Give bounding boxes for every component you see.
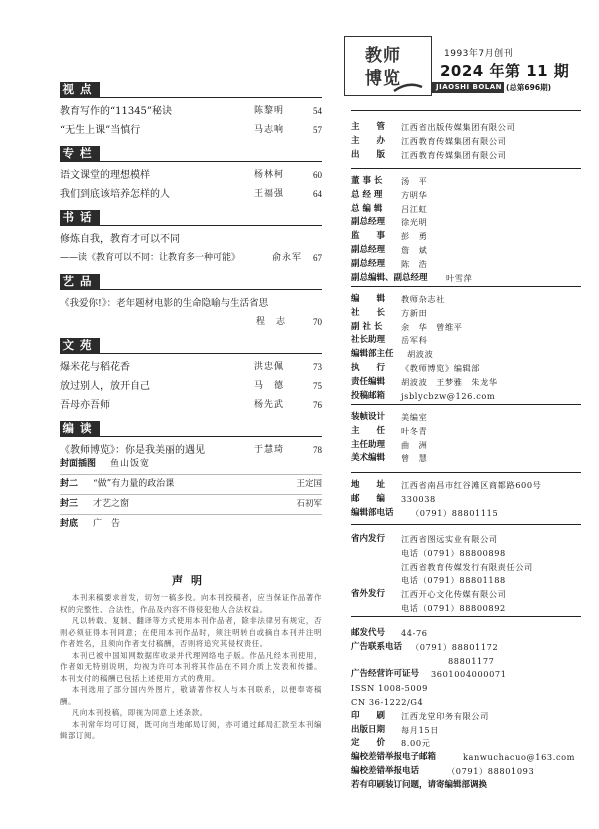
imprint-label: 社 长 — [351, 307, 386, 318]
pinyin-title: JIAOSHI BOLAN — [436, 83, 503, 91]
entry-author: 程 志 — [256, 317, 287, 327]
rule-line — [351, 524, 581, 525]
total-issue: (总第696期) — [506, 83, 552, 92]
imprint-value: 方明华 — [401, 189, 428, 200]
imprint-value: 江西开心文化传媒有限公司 — [401, 589, 507, 600]
section-title: 专栏 — [62, 146, 98, 160]
imprint-label: 地 址 — [351, 480, 386, 490]
imprint-label: 主 任 — [351, 425, 386, 436]
imprint-label: 副 社 长 — [351, 321, 383, 332]
imprint-value: 陈 浩 — [401, 258, 428, 269]
entry-author: 马志响 — [254, 125, 285, 135]
imprint-label: 邮发代号 — [351, 628, 386, 638]
magazine-logo — [344, 36, 432, 96]
toc-entry[interactable] — [60, 121, 322, 140]
section-header — [60, 208, 322, 226]
imprint-label: 定 价 — [351, 738, 386, 749]
notice-paragraph: 本刊选用了部分国内外图片，敬请著作权人与本刊联系，以便奉寄稿酬。 — [60, 685, 322, 706]
imprint-value: 叶冬青 — [401, 425, 428, 436]
imprint-value: 曲 洲 — [401, 439, 428, 450]
notice-title: 声明 — [172, 574, 210, 587]
imprint-label: 董 事 长 — [351, 176, 383, 186]
imprint-label: 出版日期 — [351, 724, 386, 735]
rule-line — [351, 616, 581, 617]
imprint-label: 投稿邮箱 — [351, 390, 386, 401]
cover3-row — [60, 494, 322, 514]
imprint-label: 广告经营许可证号 — [351, 669, 420, 680]
imprint-label: 省外发行 — [351, 589, 386, 600]
imprint-value: 詹 斌 — [401, 245, 428, 255]
imprint-value: 3601004000071 — [431, 669, 507, 680]
imprint-value: 江西龙堂印务有限公司 — [401, 710, 489, 721]
imprint-value: 电话（0791）88800898 — [401, 547, 506, 558]
table-of-contents — [60, 80, 322, 460]
entry-title: 吾母亦吾师 — [60, 400, 110, 411]
entry-author: 洪忠佩 — [254, 362, 285, 372]
founded-date: 1993年7月创刊 — [444, 49, 514, 59]
entry-author: 王福强 — [254, 189, 285, 199]
cover-credits — [60, 455, 322, 534]
imprint-label: 副总经理 — [351, 258, 386, 269]
imprint-value: 吕江虹 — [401, 203, 428, 214]
entry-title: 放过别人，放开自己 — [60, 381, 150, 392]
entry-page: 76 — [313, 400, 322, 410]
imprint-label: 编校差错举报电话 — [351, 766, 420, 776]
section-header — [60, 419, 322, 437]
imprint-value: 江西省教育传媒发行有限责任公司 — [401, 561, 533, 572]
imprint-label: 副总经理 — [351, 217, 386, 228]
section-title: 文苑 — [62, 338, 98, 352]
entry-title: “无生上课”当慎行 — [60, 125, 141, 136]
imprint-value: 美编室 — [401, 412, 428, 422]
entry-author: 杨先武 — [254, 400, 285, 410]
entry-title: 修炼自我，教育才可以不同 — [60, 234, 180, 245]
entry-title: 《我爱你!》：老年题材电影的生命隐喻与生活省思 — [60, 298, 269, 309]
rule-line — [351, 286, 581, 287]
imprint-value: 徐光明 — [401, 217, 428, 228]
entry-author: 俞永军 — [272, 253, 303, 263]
section-title: 编读 — [62, 421, 98, 435]
imprint-value: 电话（0791）88801188 — [401, 575, 506, 586]
imprint-value: （0791）88801093 — [447, 766, 535, 776]
toc-entry[interactable] — [60, 185, 322, 204]
entry-author: 杨林柯 — [254, 170, 285, 180]
cover-value: 鱼山饭宽 — [110, 459, 151, 469]
notice-paragraph: 本刊已被中国知网数据库收录并代理网络电子版。作品凡经本刊使用，作者如无特别说明，均视为许可本刊将其作品在不同介质上发表和传播。本刊支付的稿酬已包括上述使用方式的费用。 — [60, 650, 322, 683]
cover-author: 王定国 — [296, 479, 322, 489]
cover4-row — [60, 514, 322, 534]
imprint-label: 主 管 — [351, 122, 386, 132]
imprint-value: 江西省出版传媒集团有限公司 — [401, 122, 516, 132]
toc-entry[interactable] — [60, 166, 322, 185]
imprint-label: 社长助理 — [351, 335, 386, 346]
entry-title: 我们到底该培养怎样的人 — [60, 189, 170, 200]
cover-author: 石初军 — [296, 499, 322, 509]
imprint-value: 44-76 — [401, 628, 428, 638]
imprint-label: 主任助理 — [351, 439, 386, 450]
imprint-label: 副总编辑、副总经理 — [351, 272, 428, 283]
imprint-value: CN 36-1222/G4 — [351, 697, 424, 707]
imprint-label: 编校差错举报电子邮箱 — [351, 752, 437, 763]
rule-line — [351, 404, 581, 405]
entry-page: 64 — [313, 189, 322, 199]
imprint-label: 广告联系电话 — [351, 641, 403, 652]
toc-entry[interactable] — [60, 230, 322, 249]
cover2-row — [60, 474, 322, 494]
notice-paragraph: 本刊常年均可订阅，既可向当地邮局订阅，亦可通过邮局汇款至本刊编辑部订阅。 — [60, 719, 322, 740]
logo-line2: 博览 — [365, 69, 401, 89]
imprint-value: jsblycbzw@126.com — [401, 390, 496, 401]
entry-page: 54 — [313, 106, 322, 116]
cover-label: 封面插图 — [60, 459, 97, 469]
copyright-notice — [60, 570, 322, 742]
section-header — [60, 336, 322, 354]
entry-title: 《教师博览》：你是我美丽的遇见 — [60, 445, 205, 456]
toc-entry[interactable] — [60, 294, 322, 313]
rule-line — [351, 110, 581, 111]
toc-entry[interactable] — [60, 358, 322, 377]
imprint-value: kanwuchacuo@163.com — [463, 752, 576, 763]
cover-illustration-row — [60, 455, 322, 474]
imprint-value: （0791）88801172 — [411, 641, 499, 652]
imprint-label: 出 版 — [351, 149, 386, 160]
cover-title: “做”有力量的政治课 — [93, 479, 175, 489]
imprint-value: 江西教育传媒集团有限公司 — [401, 149, 507, 160]
imprint-value: 彭 勇 — [401, 231, 428, 242]
rule-line — [351, 168, 581, 169]
imprint-label: 副总经理 — [351, 245, 386, 255]
section-header — [60, 272, 322, 290]
imprint-label: 编辑部电话 — [351, 507, 394, 518]
entry-author: 于慧琦 — [254, 445, 285, 455]
imprint-label: 印 刷 — [351, 710, 386, 721]
imprint-value: 330038 — [401, 493, 436, 504]
imprint-value: 叶雪萍 — [446, 272, 473, 283]
toc-entry-subtitle[interactable] — [60, 249, 322, 268]
imprint-label: 美术编辑 — [351, 453, 386, 464]
masthead — [344, 36, 574, 96]
imprint-label: 装帧设计 — [351, 412, 386, 422]
imprint-value: （0791）88801115 — [411, 507, 499, 518]
entry-author: 马 德 — [254, 381, 285, 391]
imprint-label: 邮 编 — [351, 493, 386, 504]
imprint-value: 胡波波 — [407, 349, 434, 360]
imprint-value: 岳军科 — [401, 335, 428, 346]
toc-entry[interactable] — [60, 102, 322, 121]
section-title: 艺品 — [62, 274, 98, 288]
imprint-value: 《教师博览》编辑部 — [401, 363, 481, 373]
imprint-value: 88801177 — [448, 655, 495, 666]
section-header — [60, 144, 322, 162]
entry-page: 60 — [313, 170, 322, 180]
imprint-label: 监 事 — [351, 231, 386, 242]
imprint-value: 8.00元 — [401, 738, 431, 749]
entry-page: 70 — [313, 317, 322, 327]
imprint-value: 江西省南昌市红谷滩区商都路600号 — [401, 480, 542, 490]
entry-author: 陈黎明 — [254, 106, 285, 116]
notice-paragraph: 凡以转载、复制、翻译等方式使用本刊作品者，除非法律另有规定，否则必须征得本刊同意；在使用本刊作品时，须注明转自或摘自本刊并注明作者姓名，且须向作者支付稿酬，否则将追究其侵权责任。 — [60, 616, 322, 648]
imprint-label: 主 办 — [351, 135, 386, 146]
toc-entry[interactable] — [60, 377, 322, 396]
imprint-value: 汤 平 — [401, 176, 428, 186]
entry-page: 73 — [313, 362, 322, 372]
imprint-label: 省内发行 — [351, 534, 386, 544]
imprint-value: ISSN 1008-5009 — [351, 683, 428, 694]
cover-title: 广 告 — [93, 519, 121, 529]
imprint-value: 电话（0791）88800892 — [401, 603, 506, 613]
issue-number: 2024 年第 11 期 — [440, 62, 570, 80]
entry-page: 78 — [313, 445, 322, 455]
entry-page: 57 — [313, 125, 322, 135]
logo-line1: 教师 — [365, 46, 401, 66]
imprint-label: 执 行 — [351, 363, 386, 373]
toc-entry[interactable] — [60, 396, 322, 415]
toc-entry-author-line[interactable] — [60, 313, 322, 332]
rule-line — [351, 472, 581, 473]
imprint-value: 余 华 曾维平 — [401, 321, 463, 332]
imprint-label: 若有印刷装订问题，请寄编辑部调换 — [351, 779, 488, 790]
notice-paragraph: 本刊来稿要求首发，切勿一稿多投。向本刊投稿者，应当保证作品著作权的完整性、合法性，作品及内容不得侵犯他人合法权益。 — [60, 593, 322, 614]
section-title: 书话 — [62, 210, 98, 224]
entry-page: 75 — [313, 381, 322, 391]
imprint-label: 总 编 辑 — [351, 203, 383, 214]
entry-title: 教育写作的“11345”秘诀 — [60, 106, 173, 117]
cover-label: 封三 — [60, 499, 79, 509]
imprint-value: 胡波波 王梦雅 朱龙华 — [401, 376, 498, 387]
imprint-value: 江西省图远实业有限公司 — [401, 534, 498, 544]
imprint-value: 江西教育传媒集团有限公司 — [401, 135, 507, 146]
swoosh-icon — [393, 83, 423, 93]
entry-title: 爆米花与稻花香 — [60, 362, 130, 373]
imprint-value: 曾 慧 — [401, 453, 428, 464]
imprint-value: 每月15日 — [401, 724, 439, 735]
entry-page: 67 — [313, 253, 322, 263]
cover-label: 封二 — [60, 479, 79, 489]
entry-title: 语文课堂的理想模样 — [60, 170, 150, 181]
imprint-label: 编 辑 — [351, 294, 386, 304]
section-title: 视点 — [62, 82, 98, 96]
imprint-label: 编辑部主任 — [351, 349, 394, 360]
notice-paragraph: 凡向本刊投稿，即视为同意上述条款。 — [71, 708, 208, 717]
imprint-label: 总 经 理 — [351, 189, 383, 200]
entry-title: ——读《教育可以不同：让教育多一种可能》 — [60, 253, 241, 263]
imprint-value: 方新田 — [401, 307, 428, 318]
cover-label: 封底 — [60, 519, 79, 529]
cover-title: 才艺之窗 — [93, 499, 130, 509]
imprint-value: 教师杂志社 — [401, 294, 445, 304]
imprint-label: 责任编辑 — [351, 376, 386, 387]
section-header — [60, 80, 322, 98]
